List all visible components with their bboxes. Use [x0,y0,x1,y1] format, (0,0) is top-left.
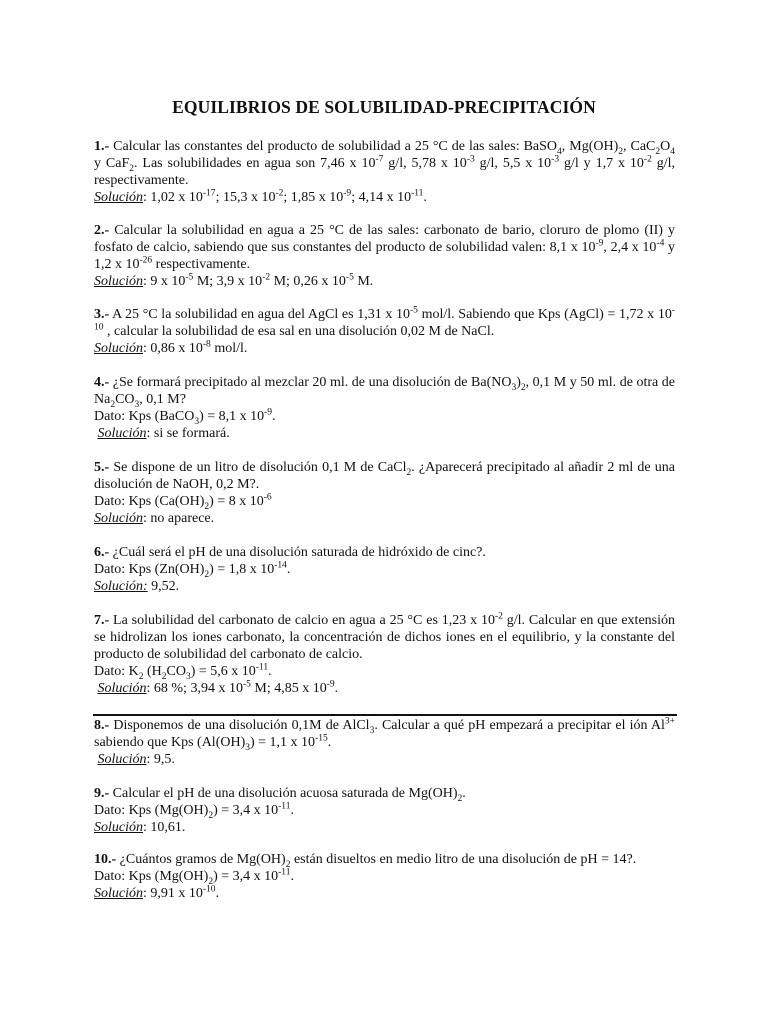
dato-line: Dato: Kps (BaCO$_3$) = 8,1 x $10^{-9}$. [94,407,276,427]
problem-statement: 2.- Calcular la solubilidad en agua a 25 °C de las sales: carbonato de bario, cloruro de plomo (II) y fosfato de calcio, sabiendo que sus constantes del producto de solubilidad valen: 8,1 x $10^{-9}$, 2,4 x $10^{-4}$ y 1,2 x $10^{-26}$ respectivamente. [94,223,676,272]
solution-label: Solución [97,681,147,696]
solution-line: Solución: 0,86 x $10^{-8}$ mol/l. [94,339,248,356]
solution-label: Solución: [94,579,148,594]
solution-label: Solución [94,190,143,205]
problem-3 [94,306,675,357]
problem-statement: 8.- Disponemos de una disolución 0,1M de AlCl$_3$. Calcular a qué pH empezará a precipitar el ión $Al^{3+}$ sabiendo que Kps $(Al(OH)_3) = 1,1$ x $10^{-15}$. [94,716,675,753]
solution-line: Solución: 9,91 x $10^{-10}$. [94,884,220,901]
problem-number: 3.- [94,307,110,322]
problem-number: 1.- [94,139,110,154]
solution-label: Solución [94,511,143,526]
problem-statement: 3.- A 25 °C la solubilidad en agua del AgCl es 1,31 x $10^{-5}$ mol/l. Sabiendo que Kps (AgCl) = 1,72 x $10^{-10}$ , calcular la solubilidad de esa sal en una disolución 0,02 M de NaCl. [94,305,676,339]
problem-4 [94,374,675,442]
problem-number: 4.- [94,375,110,390]
problem-8 [94,717,675,768]
problem-number: 6.- [94,545,110,560]
solution-label: Solución [97,752,147,767]
problem-statement: 1.- Calcular las constantes del producto de solubilidad a 25 °C de las sales: BaSO$_4$, $Mg(OH)_2$, $CaC_2O_4$ y CaF$_2$. Las solubilidades en agua son 7,46 x $10^{-7}$ g/l, 5,78 x $10^{-3}$ g/l, 5,5 x $10^{-3}$ g/l y 1,7 x $10^{-2}$ g/l, respectivamente. [94,139,676,188]
section-divider [93,714,677,716]
problem-number: 5.- [94,460,110,475]
problem-10 [94,851,675,902]
solution-line: Solución: 9 x $10^{-5}$ M; 3,9 x $10^{-2}$ M; 0,26 x $10^{-5}$ M. [94,272,374,289]
problem-statement: 4.- ¿Se formará precipitado al mezclar 20 ml. de una disolución de $Ba(NO_3)_2$, 0,1 M y 50 ml. de otra de $Na_2CO_3$, 0,1 M? [94,375,676,410]
problem-number: 9.- [94,786,110,801]
solution-label: Solución [94,886,143,901]
problem-number: 10.- [94,852,117,867]
solution-line: Solución: 1,02 x $10^{-17}$; 15,3 x $10^{-2}$; 1,85 x $10^{-9}$; 4,14 x $10^{-11}$. [94,188,427,205]
solution-line: Solución: 9,52. [94,579,180,594]
problem-statement: 9.- Calcular el pH de una disolución acuosa saturada de $Mg(OH)_2$. [94,786,466,804]
problem-6 [94,544,675,595]
problem-statement: 7.- La solubilidad del carbonato de calcio en agua a 25 °C es 1,23 x $10^{-2}$ g/l. Calcular en que extensión se hidrolizan los iones carbonato, la concentración de dichos iones en el equilibrio, y la constante del producto de solubilidad del carbonato de calcio. [94,611,675,662]
document-title: EQUILIBRIOS DE SOLUBILIDAD-PRECIPITACIÓN [172,97,596,117]
problem-7 [94,612,675,697]
solution-label: Solución [94,274,143,289]
solution-line: Solución: 10,61. [94,820,186,835]
solution-label: Solución [94,820,143,835]
dato-line: Dato: Kps $(Ca(OH)_2) = 8$ x $10^{-6}$ [94,492,272,512]
dato-line: Dato: $K_2$ $(H_2CO_3) = 5,6$ x $10^{-11}$. [94,662,272,682]
solution-line: Solución: 68 %; 3,94 x $10^{-5}$ M; 4,85 x $10^{-9}$. [97,679,339,696]
solution-line: Solución: no aparece. [94,511,215,526]
solution-label: Solución [97,426,147,441]
problem-1 [94,138,675,206]
dato-line: Dato: Kps $(Zn(OH)_2) = 1,8$ x $10^{-14}$. [94,560,291,580]
problem-9 [94,785,675,836]
problem-number: 8.- [94,718,110,733]
problem-number: 7.- [94,613,110,628]
dato-line: Dato: Kps $(Mg(OH)_2) = 3,4$ x $10^{-11}$. [94,801,294,821]
problem-statement: 10.- ¿Cuántos gramos de $Mg(OH)_2$ están disueltos en medio litro de una disolución de pH = 14?. [94,852,637,870]
problem-2 [94,222,675,290]
problem-number: 2.- [94,223,110,238]
solution-line: Solución: si se formará. [97,426,230,441]
solution-line: Solución: 9,5. [97,752,175,767]
problem-statement: 5.- Se dispone de un litro de disolución 0,1 M de CaCl$_2$. ¿Aparecerá precipitado al añadir 2 ml de una disolución de NaOH, 0,2 M?. [94,460,676,492]
solution-label: Solución [94,341,143,356]
dato-line: Dato: Kps $(Mg(OH)_2) = 3,4$ x $10^{-11}$. [94,867,294,887]
problem-statement: 6.- ¿Cuál será el pH de una disolución saturada de hidróxido de cinc?. [94,545,486,560]
problem-5 [94,459,675,527]
